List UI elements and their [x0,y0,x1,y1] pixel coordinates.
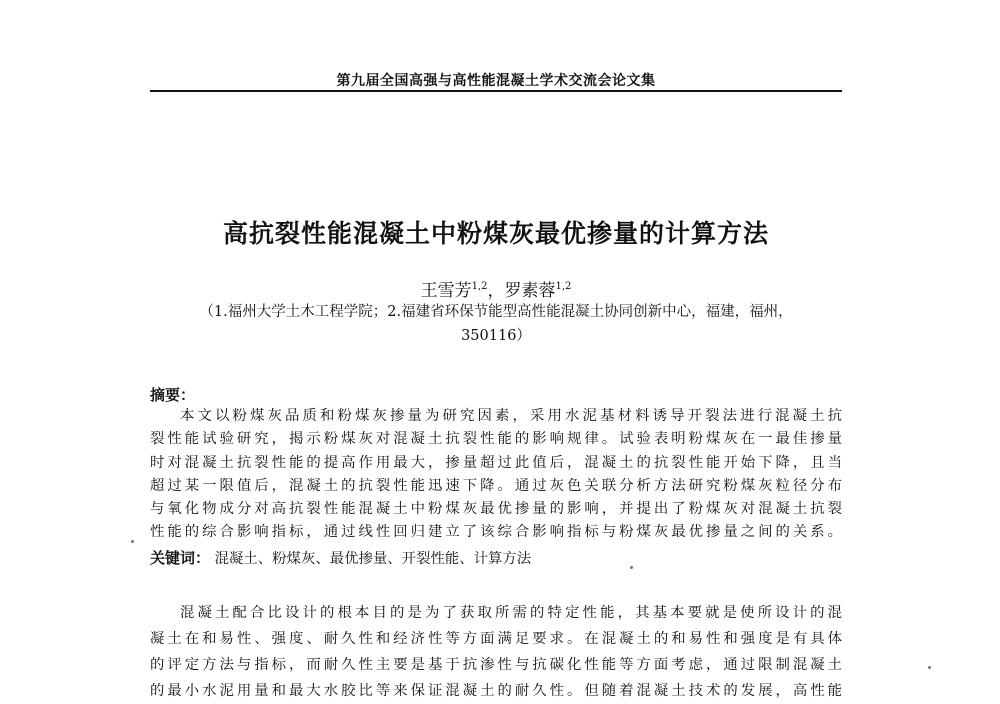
running-header: 第九届全国高强与高性能混凝土学术交流会论文集 [336,73,656,89]
keywords-text: 混凝土、粉煤灰、最优掺量、开裂性能、计算方法 [214,551,532,567]
author-affiliation-mark: 1,2 [555,281,572,292]
intro-line: 的评定方法与指标，而耐久性主要是基于抗渗性与抗碳化性能等方面考虑，通过限制混凝土 [150,657,842,673]
author-affiliation-mark: 1,2 [471,281,488,292]
affiliation-line: 350116） [461,328,531,344]
header-rule [150,90,842,92]
scan-speck [131,540,134,543]
abstract-line: 本文以粉煤灰品质和粉煤灰掺量为研究因素，采用水泥基材料诱导开裂法进行混凝土抗 [180,408,842,424]
author-name: 罗素蓉 [504,281,556,301]
intro-body [150,600,842,704]
affiliation-block [150,300,842,348]
abstract-body [150,405,842,545]
intro-line: 的最小水泥用量和最大水胶比等来保证混凝土的耐久性。但随着混凝土技术的发展，高性能 [150,683,842,699]
intro-line: 混凝土配合比设计的根本目的是为了获取所需的特定性能，其基本要就是使所设计的混 [180,605,842,621]
scan-speck [928,666,931,669]
paper-title: 高抗裂性能混凝土中粉煤灰最优掺量的计算方法 [222,219,769,248]
abstract-line: 裂性能试验研究，揭示粉煤灰对混凝土抗裂性能的影响规律。试验表明粉煤灰在一最佳掺量 [150,431,842,448]
abstract-heading: 摘要： [150,386,196,404]
author-separator: ， [487,281,505,301]
abstract-line: 超过某一限值后，混凝土的抗裂性能迅速下降。通过灰色关联分析方法研究粉煤灰粒径分布 [150,477,842,494]
author-name: 王雪芳 [420,281,472,301]
intro-line: 凝土在和易性、强度、耐久性和经济性等方面满足要求。在混凝土的和易性和强度是有具体 [150,631,842,647]
keywords-line [150,547,842,568]
keywords-label: 关键词： [150,549,211,567]
author-line [150,276,842,301]
abstract-line: 与氧化物成分对高抗裂性能混凝土中粉煤灰最优掺量的影响，并提出了粉煤灰对混凝土抗裂 [150,501,842,518]
abstract-line: 时对混凝土抗裂性能的提高作用最大，掺量超过此值后，混凝土的抗裂性能开始下降，且当 [150,454,842,471]
affiliation-line: （1.福州大学土木工程学院；2.福建省环保节能型高性能混凝土协同创新中心，福建，福州， [199,304,793,320]
abstract-line: 性能的综合影响指标，通过线性回归建立了该综合影响指标与粉煤灰最优掺量之间的关系。 [150,524,842,541]
scan-speck [630,566,633,569]
